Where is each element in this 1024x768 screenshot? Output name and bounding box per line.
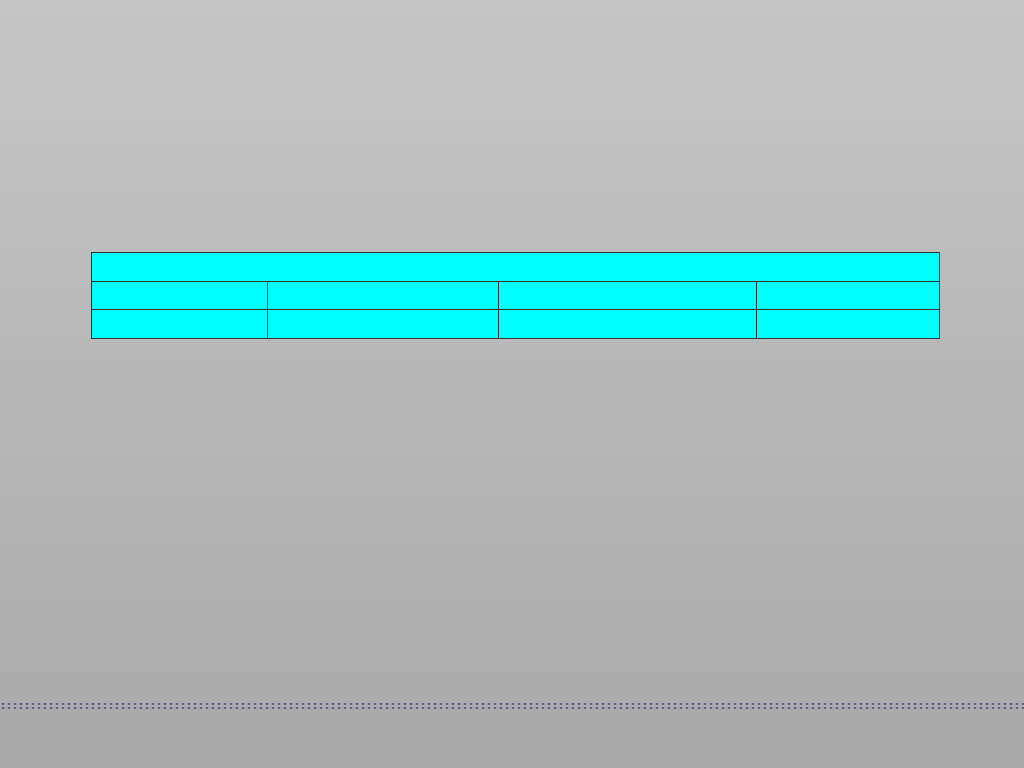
column-header [757, 281, 940, 310]
effort-table [91, 252, 940, 339]
total-value [757, 310, 940, 339]
column-header [267, 281, 499, 310]
total-row [92, 310, 940, 339]
column-header [92, 281, 268, 310]
dotted-divider [0, 702, 1024, 710]
column-header [499, 281, 757, 310]
column-header-row [92, 281, 940, 310]
empty-cell [267, 310, 499, 339]
empty-cell [499, 310, 757, 339]
table-header-line [92, 253, 940, 282]
total-label [92, 310, 268, 339]
bullet-list [68, 92, 988, 96]
